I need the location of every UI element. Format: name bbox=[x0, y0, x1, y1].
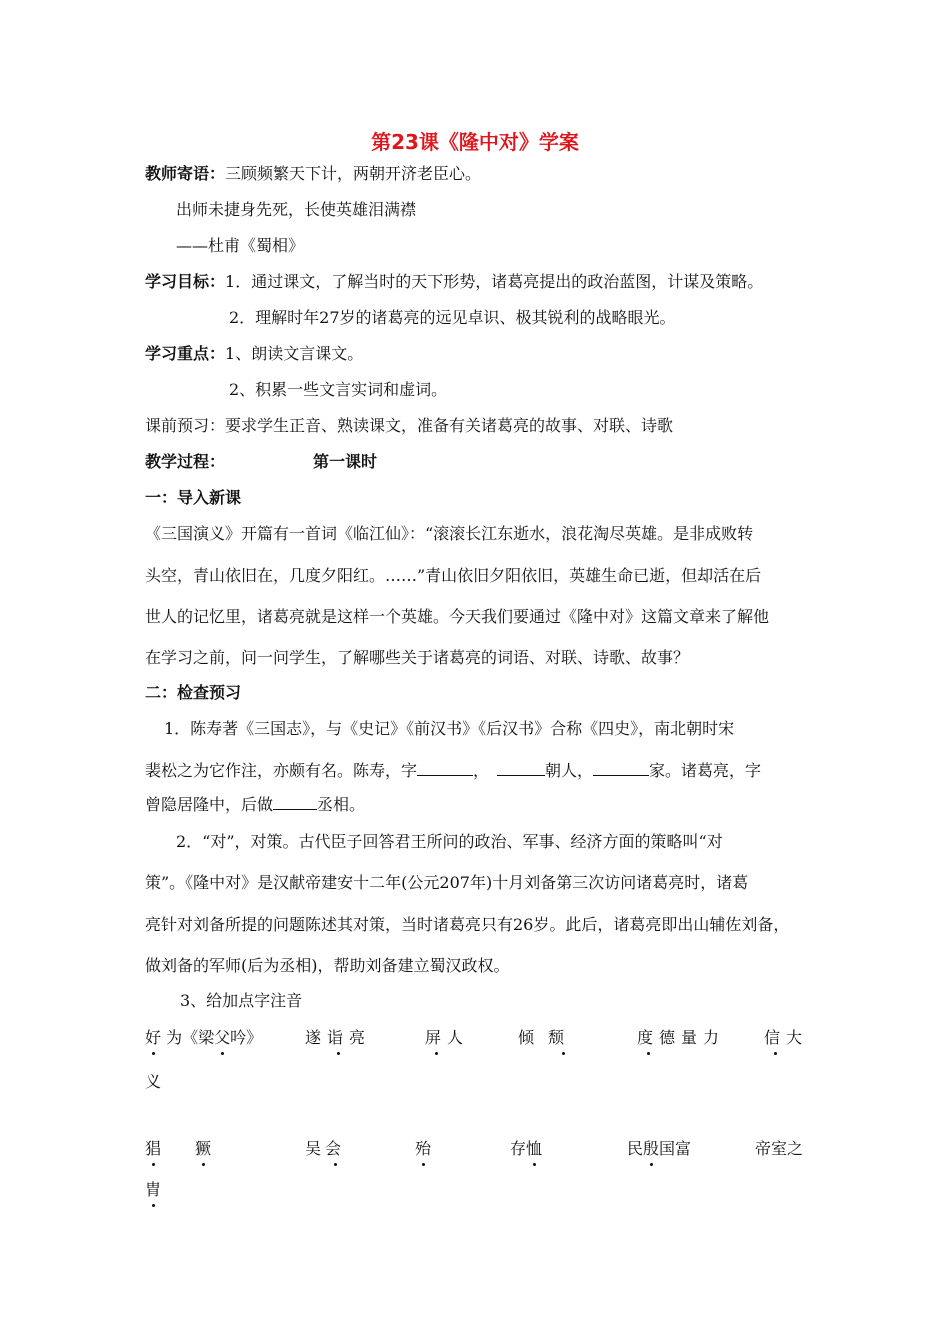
process-period: 第一课时 bbox=[313, 452, 378, 471]
q1-text-a: 裴松之为它作注，亦颇有名。陈寿，字 bbox=[145, 761, 418, 780]
word-xindayi-cont: 义 bbox=[145, 1072, 162, 1091]
word-changjue: 猖 獗 bbox=[145, 1136, 211, 1159]
goals-item-1: 1．通过课文，了解当时的天下形势，诸葛亮提出的政治蓝图，计谋及策略。 bbox=[225, 272, 764, 291]
teacher-message-text-2: 出师未捷身先死，长使英雄泪满襟 bbox=[176, 200, 417, 219]
section1-line-4: 在学习之前，问一问学生，了解哪些关于诸葛亮的词语、对联、诗歌、故事？ bbox=[145, 648, 690, 667]
process-label: 教学过程： bbox=[145, 452, 226, 471]
q2-line-3: 亮针对刘备所提的问题陈述其对策，当时诸葛亮只有26岁。此后，诸葛亮即出山辅佐刘备， bbox=[145, 915, 790, 934]
q1-text-d: 家。诸葛亮，字 bbox=[649, 761, 762, 780]
word-haowei: 好 为《梁父吟》 bbox=[145, 1025, 262, 1048]
q3-heading: 3、给加点字注音 bbox=[180, 991, 303, 1010]
blank-profession[interactable] bbox=[593, 761, 649, 776]
process-line bbox=[145, 452, 225, 472]
word-dishizhizhou: 帝室之 bbox=[755, 1139, 804, 1158]
teacher-message-line bbox=[145, 164, 481, 184]
preview-requirement: 课前预习：要求学生正音、熟读课文，准备有关诸葛亮的故事、对联、诗歌 bbox=[145, 416, 674, 435]
focus-item-1: 1、朗读文言课文。 bbox=[225, 344, 364, 363]
q1-line-3 bbox=[145, 795, 365, 815]
section1-heading: 一：导入新课 bbox=[145, 488, 242, 507]
word-bingren: 屏人 bbox=[425, 1025, 469, 1048]
teacher-message-attribution: ——杜甫《蜀相》 bbox=[176, 236, 305, 255]
q2-line-2: 策”。《隆中对》是汉献帝建安十二年(公元207年)十月刘备第三次访问诸葛亮时，诸葛 bbox=[145, 873, 749, 892]
word-minyinguofu: 民殷国富 bbox=[627, 1136, 691, 1159]
blank-dynasty[interactable] bbox=[497, 761, 545, 776]
q2-line-1: 2．“对”，对策。古代臣子回答君王所问的政治、军事、经济方面的策略叫“对 bbox=[176, 832, 723, 851]
word-suiyiliang: 遂诣亮 bbox=[305, 1025, 371, 1048]
blank-state[interactable] bbox=[273, 795, 317, 810]
teacher-message-text-1: 三顾频繁天下计，两朝开济老臣心。 bbox=[225, 164, 482, 183]
q1-text-f: 丞相。 bbox=[317, 795, 366, 814]
focus-label: 学习重点： bbox=[145, 344, 226, 363]
word-xindayi: 信大 bbox=[764, 1025, 808, 1048]
word-wukuai: 吴会 bbox=[305, 1136, 345, 1159]
word-cunxu: 存恤 bbox=[510, 1136, 542, 1159]
q2-line-4: 做刘备的军师(后为丞相)，帮助刘备建立蜀汉政权。 bbox=[145, 956, 510, 975]
q1-text-b: ， bbox=[473, 761, 490, 780]
word-dai: 殆 bbox=[415, 1136, 431, 1159]
section2-heading: 二：检查预习 bbox=[145, 683, 242, 702]
focus-item-2: 2、积累一些文言实词和虚词。 bbox=[229, 380, 448, 399]
word-qingtui: 倾颓 bbox=[518, 1025, 578, 1048]
section1-line-3: 世人的记忆里，诸葛亮就是这样一个英雄。今天我们要通过《隆中对》这篇文章来了解他 bbox=[145, 607, 770, 626]
goals-label: 学习目标： bbox=[145, 272, 226, 291]
section1-line-1: 《三国演义》开篇有一首词《临江仙》：“滚滚长江东逝水，浪花淘尽英雄。是非成败转 bbox=[145, 524, 754, 543]
page-title: 第23课《隆中对》学案 bbox=[371, 130, 579, 154]
blank-courtesy-name[interactable] bbox=[417, 761, 473, 776]
word-dishizhizhou-cont: 胄 bbox=[145, 1177, 161, 1200]
word-duodeliangli: 度德量力 bbox=[637, 1025, 725, 1048]
q1-text-c: 朝人， bbox=[545, 761, 594, 780]
focus-line-1 bbox=[145, 344, 363, 364]
teacher-message-label: 教师寄语： bbox=[145, 164, 226, 183]
q1-line-1: 1．陈寿著《三国志》，与《史记》《前汉书》《后汉书》合称《四史》，南北朝时宋 bbox=[164, 719, 735, 738]
goals-line-1 bbox=[145, 272, 763, 292]
goals-item-2: 2．理解时年27岁的诸葛亮的远见卓识、极其锐利的战略眼光。 bbox=[229, 308, 676, 327]
section1-line-2: 头空，青山依旧在，几度夕阳红。……”青山依旧夕阳依旧，英雄生命已逝，但却活在后 bbox=[145, 566, 762, 585]
q1-line-2 bbox=[145, 761, 761, 781]
q1-text-e: 曾隐居隆中，后做 bbox=[145, 795, 274, 814]
